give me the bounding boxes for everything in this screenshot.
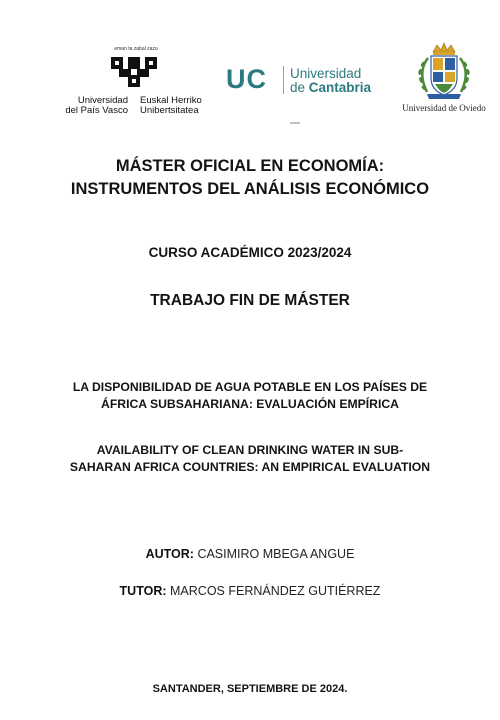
thesis-title-english: AVAILABILITY OF CLEAN DRINKING WATER IN SUB- SAHARAN AFRICA COUNTRIES: AN EMPIRICAL EVALUATION (69, 443, 431, 474)
author-label: AUTOR: (145, 547, 194, 561)
uniovi-name: Universidad de Oviedo (402, 103, 486, 113)
master-title-line1: MÁSTER OFICIAL EN ECONOMÍA: (115, 157, 385, 175)
uc-logo (226, 62, 378, 100)
uc-logo-line1: Universidad (290, 66, 362, 81)
tutor-name: MARCOS FERNÁNDEZ GUTIÉRREZ (166, 584, 381, 598)
master-title-line2: INSTRUMENTOS DEL ANÁLISIS ECONÓMICO (70, 180, 430, 198)
tutor-line (20, 584, 480, 598)
place-and-date: SANTANDER, SEPTIEMBRE DE 2024. (152, 683, 348, 695)
upv-ehu-emblem-icon (109, 55, 159, 89)
upv-motto: eman ta zabal zazu (114, 46, 158, 52)
upv-name-basque: Euskal Herriko Unibertsitatea (140, 95, 202, 116)
author-line (20, 547, 480, 561)
master-title (20, 155, 480, 201)
uc-logo-divider (283, 66, 284, 94)
upv-name-spanish: Universidad del País Vasco (65, 95, 128, 116)
uc-logo-line2: de Cantabria (290, 80, 372, 95)
upv-ehu-logo (56, 46, 208, 118)
uniovi-logo (394, 42, 494, 118)
decorative-mark (290, 122, 300, 124)
tutor-label: TUTOR: (119, 584, 167, 598)
academic-year: CURSO ACADÉMICO 2023/2024 (148, 245, 352, 260)
uc-logo-mark: UC (226, 64, 267, 94)
work-type-heading: TRABAJO FIN DE MÁSTER (150, 292, 350, 309)
uniovi-crest-icon (413, 42, 475, 100)
author-name: CASIMIRO MBEGA ANGUE (193, 547, 355, 561)
thesis-title-spanish: LA DISPONIBILIDAD DE AGUA POTABLE EN LOS PAÍSES DE ÁFRICA SUBSAHARIANA: EVALUACIÓN EMPÍRICA (72, 380, 428, 411)
